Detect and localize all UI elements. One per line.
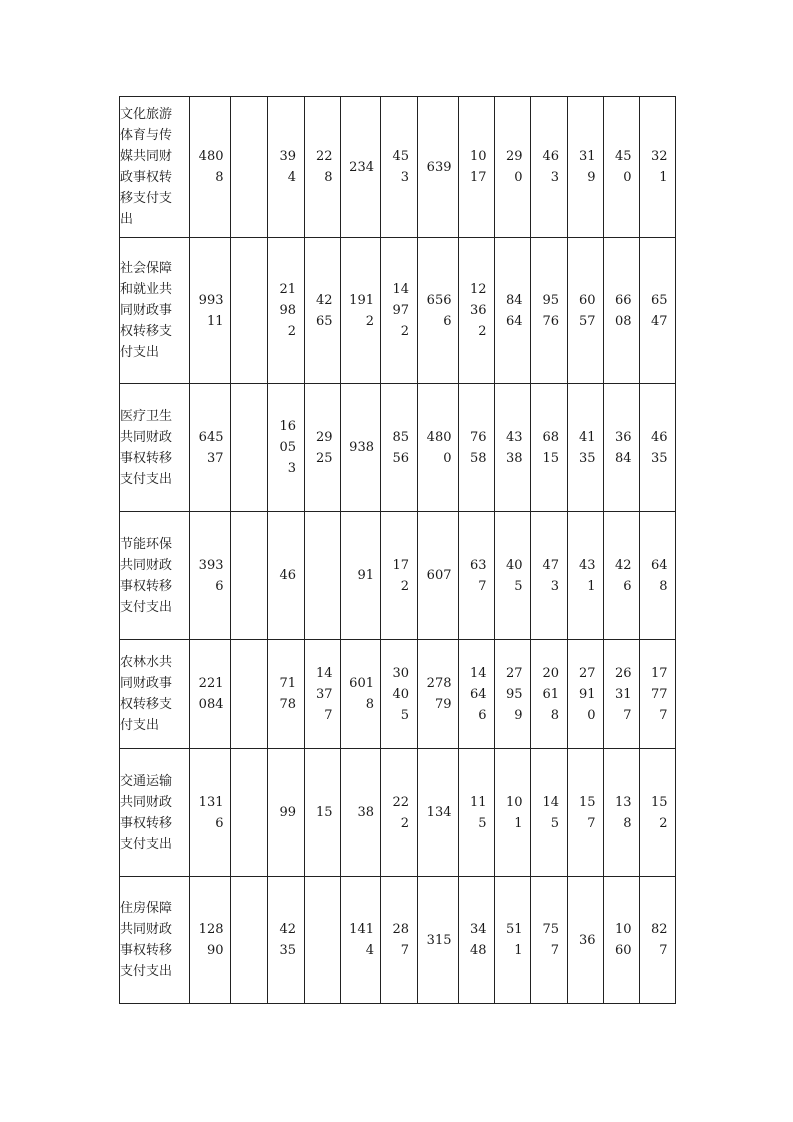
- value-cell: [418, 238, 459, 384]
- cell-value: 27879: [426, 676, 452, 712]
- value-cell: [381, 97, 418, 238]
- table-row: [120, 512, 676, 640]
- cell-value: 138: [614, 794, 632, 831]
- value-cell: [531, 97, 568, 238]
- value-cell: [305, 384, 341, 512]
- value-cell: [381, 384, 418, 512]
- value-cell: [418, 384, 459, 512]
- value-cell: [231, 749, 268, 877]
- value-cell: [381, 512, 418, 640]
- value-cell: [640, 749, 676, 877]
- cell-value: 20618: [542, 665, 559, 723]
- value-cell: [190, 640, 231, 749]
- cell-value: 36: [578, 932, 596, 948]
- value-cell: [640, 877, 676, 1004]
- cell-value: 3936: [198, 557, 224, 594]
- cell-value: 16053: [279, 419, 296, 476]
- cell-value: 4235: [279, 922, 296, 958]
- cell-value: 9576: [542, 292, 559, 329]
- value-cell: [568, 877, 604, 1004]
- value-cell: [531, 238, 568, 384]
- cell-value: 27910: [578, 665, 596, 723]
- cell-value: 431: [578, 557, 596, 594]
- value-cell: [568, 384, 604, 512]
- cell-value: 12890: [198, 922, 224, 958]
- value-cell: [341, 640, 381, 749]
- cell-value: 134: [426, 805, 452, 820]
- value-cell: [305, 97, 341, 238]
- cell-value: 12362: [469, 282, 487, 339]
- value-cell: [190, 877, 231, 1004]
- cell-value: 30405: [392, 665, 409, 723]
- value-cell: [190, 749, 231, 877]
- value-cell: [418, 97, 459, 238]
- cell-value: 15: [315, 805, 333, 820]
- value-cell: [640, 512, 676, 640]
- row-label: 农林水共同财政事权转移支付支出: [120, 655, 173, 733]
- value-cell: [268, 749, 305, 877]
- value-cell: [531, 512, 568, 640]
- value-cell: [604, 238, 640, 384]
- value-cell: [381, 238, 418, 384]
- value-cell: [268, 640, 305, 749]
- value-cell: [341, 238, 381, 384]
- value-cell: [418, 640, 459, 749]
- row-label: 文化旅游体育与传媒共同财政事权转移支付支出: [120, 107, 173, 227]
- row-label-cell: [120, 640, 190, 749]
- value-cell: [495, 512, 531, 640]
- table-row: [120, 238, 676, 384]
- value-cell: [341, 749, 381, 877]
- cell-value: 637: [469, 557, 487, 594]
- value-cell: [495, 749, 531, 877]
- cell-value: 46: [279, 568, 296, 583]
- value-cell: [231, 877, 268, 1004]
- value-cell: [268, 512, 305, 640]
- cell-value: 4338: [505, 429, 523, 466]
- cell-value: 321: [650, 149, 668, 185]
- value-cell: [231, 384, 268, 512]
- row-label: 住房保障共同财政事权转移支付支出: [120, 901, 173, 979]
- value-cell: [640, 97, 676, 238]
- value-cell: [190, 97, 231, 238]
- cell-value: 4135: [578, 429, 596, 466]
- cell-value: 2925: [315, 429, 333, 466]
- row-label-cell: [120, 512, 190, 640]
- cell-value: 234: [349, 159, 374, 175]
- cell-value: 38: [357, 805, 374, 820]
- value-cell: [531, 877, 568, 1004]
- cell-value: 938: [349, 440, 374, 455]
- cell-value: 152: [650, 794, 668, 831]
- value-cell: [604, 512, 640, 640]
- value-cell: [341, 97, 381, 238]
- cell-value: 26317: [614, 665, 632, 723]
- value-cell: [568, 238, 604, 384]
- cell-value: 6057: [578, 292, 596, 329]
- value-cell: [640, 238, 676, 384]
- cell-value: 14972: [392, 282, 409, 339]
- cell-value: 315: [426, 932, 452, 948]
- value-cell: [531, 384, 568, 512]
- cell-value: 17777: [650, 665, 668, 723]
- cell-value: 405: [505, 557, 523, 594]
- cell-value: 287: [392, 922, 409, 958]
- value-cell: [305, 877, 341, 1004]
- value-cell: [231, 238, 268, 384]
- value-cell: [459, 512, 495, 640]
- cell-value: 4635: [650, 429, 668, 466]
- value-cell: [459, 384, 495, 512]
- value-cell: [268, 877, 305, 1004]
- value-cell: [568, 749, 604, 877]
- row-label-cell: [120, 384, 190, 512]
- cell-value: 1414: [349, 922, 374, 958]
- value-cell: [381, 749, 418, 877]
- cell-value: 6566: [426, 292, 452, 329]
- table-body: [120, 97, 676, 1004]
- value-cell: [640, 640, 676, 749]
- cell-value: 64537: [198, 429, 224, 466]
- transfer-payment-table: [119, 96, 676, 1004]
- value-cell: [190, 512, 231, 640]
- row-label-cell: [120, 238, 190, 384]
- row-label: 交通运输共同财政事权转移支付支出: [120, 773, 173, 852]
- value-cell: [418, 877, 459, 1004]
- value-cell: [231, 512, 268, 640]
- value-cell: [459, 877, 495, 1004]
- cell-value: 4265: [315, 292, 333, 329]
- row-label: 社会保障和就业共同财政事权转移支付支出: [120, 261, 173, 360]
- cell-value: 511: [505, 922, 523, 958]
- value-cell: [305, 512, 341, 640]
- cell-value: 1316: [198, 794, 224, 831]
- value-cell: [568, 512, 604, 640]
- cell-value: 1017: [469, 149, 487, 185]
- value-cell: [341, 384, 381, 512]
- value-cell: [495, 384, 531, 512]
- table-row: [120, 97, 676, 238]
- value-cell: [604, 749, 640, 877]
- value-cell: [495, 640, 531, 749]
- value-cell: [495, 877, 531, 1004]
- table-row: [120, 640, 676, 749]
- value-cell: [531, 640, 568, 749]
- value-cell: [190, 384, 231, 512]
- cell-value: 1060: [614, 922, 632, 958]
- value-cell: [268, 238, 305, 384]
- cell-value: 7178: [279, 676, 296, 712]
- value-cell: [305, 640, 341, 749]
- row-label: 节能环保共同财政事权转移支付支出: [120, 536, 173, 615]
- value-cell: [341, 877, 381, 1004]
- row-label-cell: [120, 749, 190, 877]
- cell-value: 91: [357, 568, 374, 583]
- cell-value: 319: [578, 149, 596, 185]
- value-cell: [459, 238, 495, 384]
- value-cell: [459, 640, 495, 749]
- value-cell: [268, 97, 305, 238]
- cell-value: 639: [426, 159, 452, 175]
- cell-value: 394: [279, 149, 296, 185]
- cell-value: 14377: [315, 665, 333, 723]
- cell-value: 8464: [505, 292, 523, 329]
- value-cell: [495, 97, 531, 238]
- cell-value: 99: [279, 805, 296, 820]
- cell-value: 426: [614, 557, 632, 594]
- value-cell: [418, 512, 459, 640]
- cell-value: 4800: [426, 429, 452, 466]
- value-cell: [495, 238, 531, 384]
- cell-value: 757: [542, 922, 559, 958]
- cell-value: 27959: [505, 665, 523, 723]
- cell-value: 222: [392, 794, 409, 831]
- cell-value: 3448: [469, 922, 487, 958]
- cell-value: 157: [578, 794, 596, 831]
- cell-value: 3684: [614, 429, 632, 466]
- value-cell: [418, 749, 459, 877]
- row-label: 医疗卫生共同财政事权转移支付支出: [120, 408, 173, 487]
- cell-value: 827: [650, 922, 668, 958]
- value-cell: [568, 97, 604, 238]
- cell-value: 450: [614, 149, 632, 185]
- cell-value: 221084: [198, 676, 224, 712]
- value-cell: [190, 238, 231, 384]
- cell-value: 6547: [650, 292, 668, 329]
- cell-value: 6815: [542, 429, 559, 466]
- value-cell: [459, 97, 495, 238]
- cell-value: 6608: [614, 292, 632, 329]
- cell-value: 6018: [349, 676, 374, 712]
- table-row: [120, 877, 676, 1004]
- row-label-cell: [120, 97, 190, 238]
- value-cell: [459, 749, 495, 877]
- cell-value: 99311: [198, 292, 224, 329]
- value-cell: [341, 512, 381, 640]
- value-cell: [268, 384, 305, 512]
- cell-value: 473: [542, 557, 559, 594]
- value-cell: [604, 877, 640, 1004]
- value-cell: [604, 640, 640, 749]
- cell-value: 115: [469, 794, 487, 831]
- cell-value: 1912: [349, 292, 374, 329]
- cell-value: 290: [505, 149, 523, 185]
- cell-value: 4808: [198, 149, 224, 185]
- value-cell: [231, 97, 268, 238]
- cell-value: 14646: [469, 665, 487, 723]
- cell-value: 607: [426, 568, 452, 583]
- value-cell: [568, 640, 604, 749]
- row-label-cell: [120, 877, 190, 1004]
- cell-value: 7658: [469, 429, 487, 466]
- cell-value: 172: [392, 557, 409, 594]
- value-cell: [381, 640, 418, 749]
- cell-value: 145: [542, 794, 559, 831]
- value-cell: [305, 749, 341, 877]
- cell-value: 648: [650, 557, 668, 594]
- cell-value: 453: [392, 149, 409, 185]
- value-cell: [604, 384, 640, 512]
- value-cell: [381, 877, 418, 1004]
- cell-value: 101: [505, 794, 523, 831]
- table-row: [120, 749, 676, 877]
- table-row: [120, 384, 676, 512]
- cell-value: 463: [542, 149, 559, 185]
- value-cell: [604, 97, 640, 238]
- cell-value: 8556: [392, 429, 409, 466]
- cell-value: 228: [315, 149, 333, 185]
- value-cell: [640, 384, 676, 512]
- value-cell: [531, 749, 568, 877]
- cell-value: 21982: [279, 282, 296, 339]
- value-cell: [231, 640, 268, 749]
- value-cell: [305, 238, 341, 384]
